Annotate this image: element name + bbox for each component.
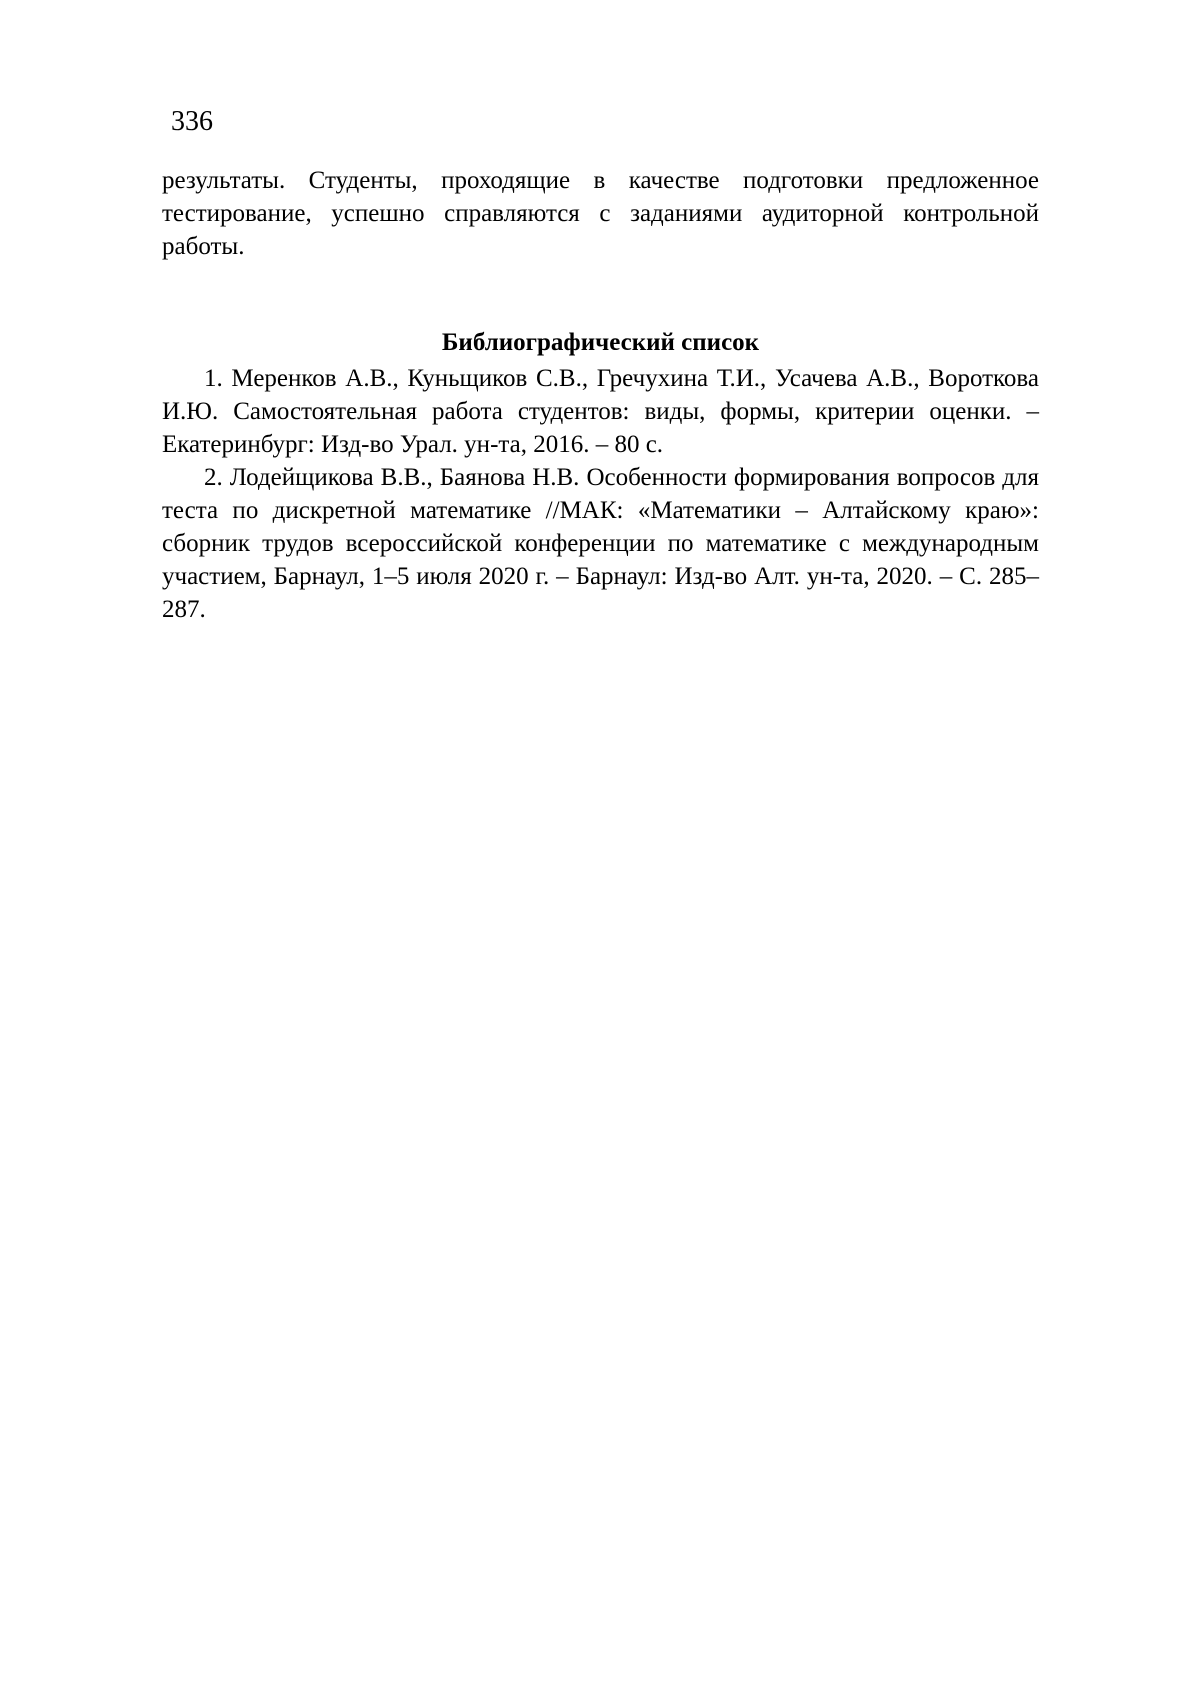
bibliography-title: Библиографический список (441, 329, 760, 356)
bibliography-list (162, 362, 1039, 626)
intro-paragraph: результаты. Студенты, проходящие в качестве подготовки предложенное тестирование, успешно справляются с заданиями аудиторной контрольной работы. (162, 167, 1039, 260)
page-number: 336 (171, 106, 213, 137)
bibliography-item: 1. Меренков А.В., Куньщиков С.В., Гречухина Т.И., Усачева А.В., Вороткова И.Ю. Самостоятельная работа студентов: виды, формы, критерии оценки. – Екатеринбург: Изд-во Урал. ун-та, 2016. – 80 с. (162, 365, 1039, 458)
bibliography-item: 2. Лодейщикова В.В., Баянова Н.В. Особенности формирования вопросов для теста по дискретной математике //МАК: «Математики – Алтайскому краю»: сборник трудов всероссийской конференции по математике с международным участием, Барнаул, 1–5 июля 2020 г. – Барнаул: Изд-во Алт. ун-та, 2020. – С. 285–287. (162, 464, 1039, 623)
